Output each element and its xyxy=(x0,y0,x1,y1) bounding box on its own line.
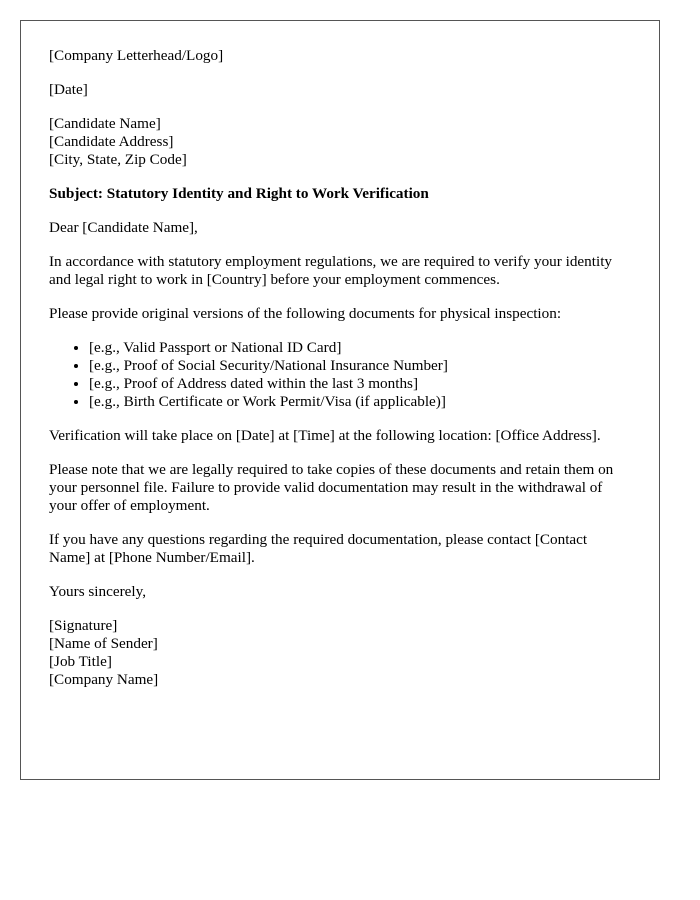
list-item: • [e.g., Valid Passport or National ID Card] xyxy=(89,339,631,357)
sender-company: [Company Name] xyxy=(49,671,159,688)
recipient-address-block xyxy=(49,115,631,169)
recipient-address: [Candidate Address] xyxy=(49,133,174,150)
signature-block xyxy=(49,617,631,689)
list-item: • [e.g., Proof of Social Security/National Insurance Number] xyxy=(89,357,631,375)
verification-paragraph: Verification will take place on [Date] at [Time] at the following location: [Office Address]. xyxy=(49,427,601,444)
closing: Yours sincerely, xyxy=(49,583,147,600)
contact-paragraph: If you have any questions regarding the required documentation, please contact [Contact Name] at [Phone Number/Email]. xyxy=(49,531,588,566)
list-item: • [e.g., Birth Certificate or Work Permit/Visa (if applicable)] xyxy=(89,393,631,411)
company-letterhead: [Company Letterhead/Logo] xyxy=(49,47,224,64)
document-list xyxy=(49,339,631,411)
letter-page xyxy=(20,20,660,780)
legal-note-paragraph: Please note that we are legally required to take copies of these documents and retain them on your personnel file. Failure to provide valid documentation may result in the withdrawal of your offer of employment. xyxy=(49,461,614,514)
recipient-name: [Candidate Name] xyxy=(49,115,161,132)
subject-line: Subject: Statutory Identity and Right to Work Verification xyxy=(49,185,429,202)
sender-job-title: [Job Title] xyxy=(49,653,112,670)
salutation: Dear [Candidate Name], xyxy=(49,219,198,236)
signature: [Signature] xyxy=(49,617,118,634)
intro-paragraph: In accordance with statutory employment regulations, we are required to verify your identity and legal right to work in [Country] before your employment commences. xyxy=(49,253,613,288)
list-item: • [e.g., Proof of Address dated within the last 3 months] xyxy=(89,375,631,393)
sender-name: [Name of Sender] xyxy=(49,635,158,652)
letter-date: [Date] xyxy=(49,81,88,98)
request-paragraph: Please provide original versions of the following documents for physical inspection: xyxy=(49,305,562,322)
recipient-city-line: [City, State, Zip Code] xyxy=(49,151,187,168)
